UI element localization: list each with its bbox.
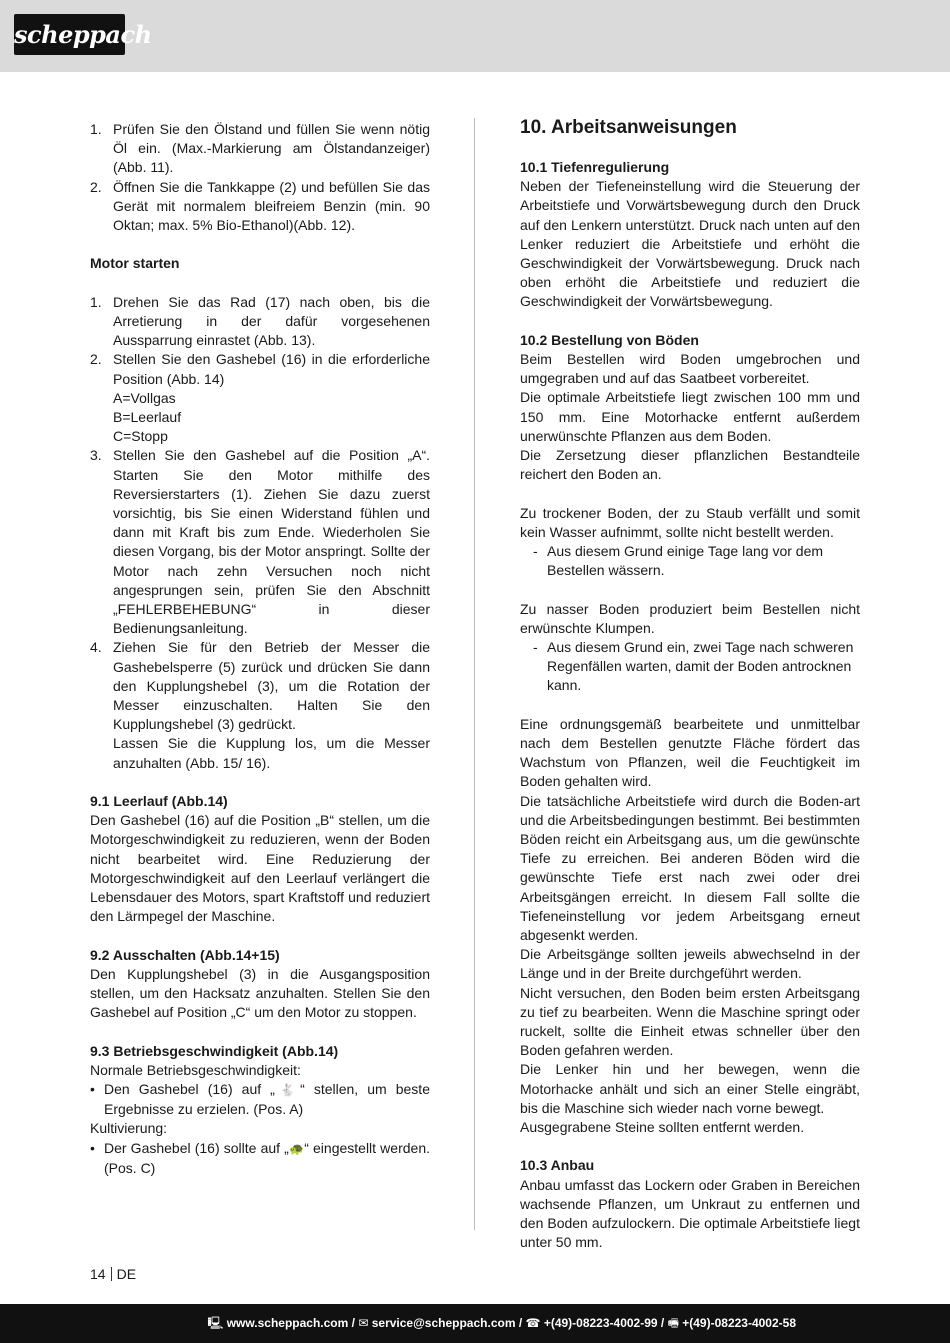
column-divider — [474, 118, 475, 1230]
website-link[interactable]: www.scheppach.com / — [226, 1316, 355, 1330]
paragraph: Normale Betriebsgeschwindigkeit: — [90, 1061, 301, 1078]
section-heading: 9.2 Ausschalten (Abb.14+15) — [90, 946, 280, 963]
list-item: 2. Öffnen Sie die Tankkappe (2) und befüllen Sie das Gerät mit normalem bleifreiem Benzin (min. 90 Oktan; max. 5% Bio-Ethanol)(Abb. 12). — [90, 178, 430, 234]
email-link[interactable]: service@scheppach.com / — [371, 1316, 523, 1330]
paragraph: Die Zersetzung dieser pflanzlichen Bestandteile reichert den Boden an. — [520, 447, 860, 483]
section-heading: 10.3 Anbau — [520, 1157, 595, 1174]
paragraph: Die Lenker hin und her bewegen, wenn die Motorhacke anhält und sich an einer Stelle eingräbt, bis die Maschine sich wieder nach vorne bewegt. — [520, 1061, 860, 1116]
section-heading: 10.2 Bestellung von Böden — [520, 331, 699, 348]
email-icon: ✉ — [358, 1316, 369, 1330]
phone-icon: ☎ — [525, 1316, 541, 1330]
dash-item: - Aus diesem Grund einige Tage lang vor dem Bestellen wässern. — [533, 543, 824, 579]
paragraph: Beim Bestellen wird Boden umgebrochen und umgegraben und auf das Saatbeet vorbereitet. — [520, 351, 860, 387]
fax-icon: 🖷 — [667, 1316, 679, 1330]
list-item: 1. Drehen Sie das Rad (17) nach oben, bis die Arretierung in der dafür vorgesehenen Aussparrung einrastet (Abb. 13). — [90, 293, 430, 349]
list-item: 4. Ziehen Sie für den Betrieb der Messer die Gashebelsperre (5) zurück und drücken Sie dann den Kupplungshebel (3), um die Rotation der Messer einzuschalten. Halten Sie den Kupplungshebel (3) gedrückt. Lassen Sie die Kupplung los, um die Messer anzuhalten (Abb. 15/ 16). — [90, 639, 430, 771]
list-item: 2. Stellen Sie den Gashebel (16) in die erforderliche Position (Abb. 14) A=Vollgas B=Leerlauf C=Stopp — [90, 351, 430, 445]
scheppach-logo: scheppach — [14, 14, 125, 55]
section-heading: 10.1 Tiefenregulierung — [520, 159, 670, 175]
paragraph: Eine ordnungsgemäß bearbeitete und unmittelbar nach dem Bestellen genutzte Fläche fördert das Wachstum von Pflanzen, weil die Feuchtigkeit im Boden gehalten wird. — [520, 715, 860, 790]
turtle-icon: 🐢 — [288, 1141, 305, 1156]
paragraph: Neben der Tiefeneinstellung wird die Steuerung der Arbeitstiefe und Vorwärtsbewegung durch den Druck auf den Lenkern unterstützt. Druck nach unten auf den Lenker reduziert die Arbeitstiefe und erhöht die Geschwindigkeit der Vorwärtsbewegung. Druck nach oben erhöht die Arbeitstiefe und reduziert die Geschwindigkeit der Vorwärtsbewegung. — [520, 178, 860, 310]
bullet-item: • Den Gashebel (16) auf „🐇“ stellen, um beste Ergebnisse zu erzielen. (Pos. A) — [90, 1081, 430, 1118]
paragraph: Zu nasser Boden produziert beim Bestellen nicht erwünschte Klumpen. — [520, 600, 860, 636]
paragraph: Ausgegrabene Steine sollten entfernt werden. — [520, 1119, 805, 1136]
paragraph: Die optimale Arbeitstiefe liegt zwischen 100 mm und 150 mm. Eine Motorhacke entfernt außerdem unerwünschte Pflanzen aus dem Boden. — [520, 389, 860, 444]
paragraph: Den Gashebel (16) auf die Position „B“ stellen, um die Motorgeschwindigkeit zu reduzieren, wenn der Boden nicht bearbeitet wird. Eine Reduzierung der Motorgeschwindigkeit auf den Leerlauf verlängert die Lebensdauer des Motors, spart Kraftstoff und reduziert den Lärmpegel der Maschine. — [90, 812, 430, 925]
paragraph: Den Kupplungshebel (3) in die Ausgangsposition stellen, um den Hacksatz anzuhalten. Stellen Sie den Gashebel auf Position „C“ um den Motor zu stoppen. — [90, 965, 430, 1021]
chapter-title: 10. Arbeitsanweisungen — [520, 117, 737, 138]
page-number: 14 DE — [90, 1266, 137, 1282]
list-item: 3. Stellen Sie den Gashebel auf die Position „A“. Starten Sie den Motor mithilfe des Reversierstarters (1). Ziehen Sie dazu zuerst vorsichtig, bis Sie einen Widerstand fühlen und dann mit Kraft bis zum Ende. Wiederholen Sie diesen Vorgang, bis der Motor anspringt. Sollte der Motor nach zehn Versuchen noch nicht angesprungen sein, prüfen Sie den Abschnitt „FEHLERBEHEBUNG“ in dieser Bedienungsanleitung. — [90, 447, 430, 637]
paragraph: Zu trockener Boden, der zu Staub verfällt und somit kein Wasser aufnimmt, sollte nicht bestellt werden. — [520, 504, 860, 540]
list-item: 1. Prüfen Sie den Ölstand und füllen Sie wenn nötig Öl ein. (Max.-Markierung am Ölstandanzeiger) (Abb. 11). — [90, 121, 430, 176]
paragraph: Die tatsächliche Arbeitstiefe wird durch die Boden-art und die Arbeitsbedingungen bestimmt. Bei bestimmten Böden reicht ein Arbeitsgang aus, um die gewünschte Tiefe zu erreichen. Bei anderen Böden wird die gewünschte Tiefe erst nach zwei oder drei Arbeitsgängen erreicht. In diesem Fall sollte die Tiefeneinstellung vor jedem Arbeitsgang erneut abgesenkt werden. — [520, 792, 860, 944]
right-column — [520, 117, 860, 1253]
paragraph: Kultivierung: — [90, 1120, 168, 1137]
fuel-oil-list — [90, 120, 430, 235]
motor-start-heading: Motor starten — [90, 255, 180, 272]
dash-item: - Aus diesem Grund ein, zwei Tage nach schweren Regenfällen warten, damit der Boden antrocknen kann. — [533, 639, 854, 694]
hare-icon: 🐇 — [274, 1083, 301, 1098]
computer-icon: 🖳 — [207, 1316, 224, 1330]
section-heading: 9.1 Leerlauf (Abb.14) — [90, 793, 228, 810]
section-heading: 9.3 Betriebsgeschwindigkeit (Abb.14) — [90, 1042, 339, 1059]
header-bar — [0, 0, 950, 72]
bullet-item: • Der Gashebel (16) sollte auf „🐢“ eingestellt werden. (Pos. C) — [90, 1139, 430, 1176]
left-column — [90, 120, 430, 1178]
phone-number: +(49)-08223-4002-99 / — [543, 1316, 665, 1330]
fax-number: +(49)-08223-4002-58 — [682, 1316, 796, 1330]
footer-bar — [0, 1304, 950, 1343]
paragraph: Anbau umfasst das Lockern oder Graben in Bereichen wachsende Pflanzen, um Unkraut zu entfernen und den Boden aufzulockern. Die optimale Arbeitstiefe liegt unter 50 mm. — [520, 1176, 860, 1251]
paragraph: Nicht versuchen, den Boden beim ersten Arbeitsgang zu tief zu bearbeiten. Wenn die Maschine springt oder ruckelt, sollte die Einheit etwas schneller über den Boden gefahren werden. — [520, 984, 860, 1059]
paragraph: Die Arbeitsgänge sollten jeweils abwechselnd in der Länge und in der Breite durchgeführt werden. — [520, 946, 860, 982]
motor-start-list — [90, 293, 430, 773]
